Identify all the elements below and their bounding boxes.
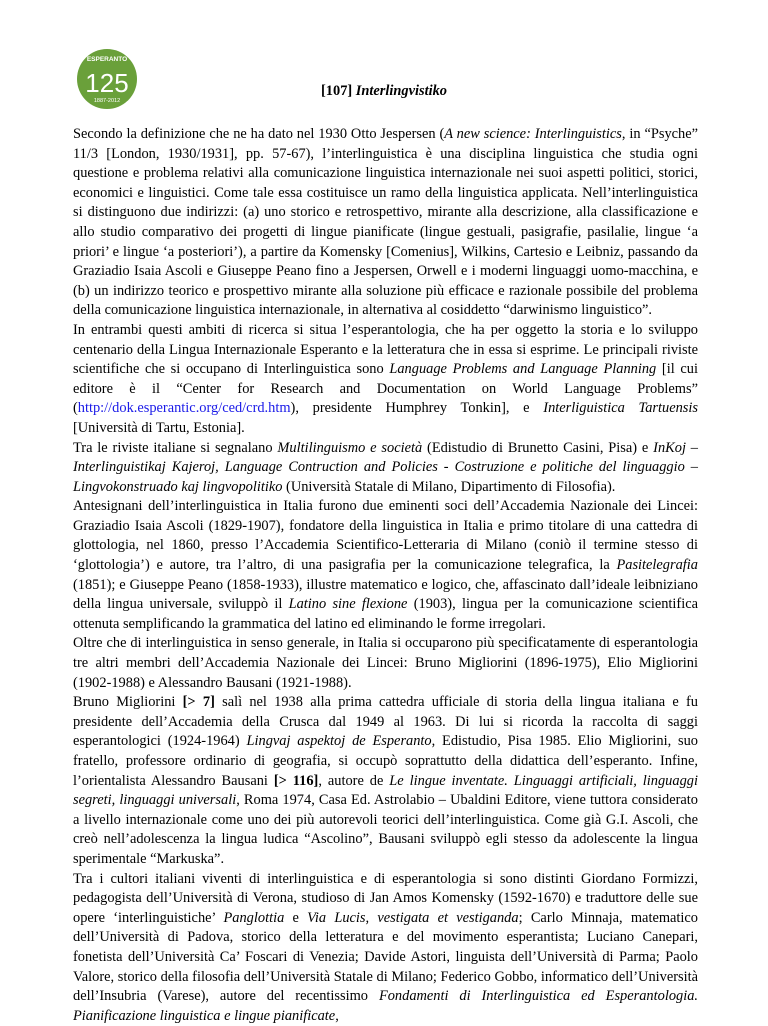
italic-text: Latino sine flexione [288,596,408,613]
italic-text: Fondamenti di Interlinguistica ed Esperantologia. Pianificazione linguistica e lingue pianificate [73,988,699,1024]
logo-years: 1887-2012 [93,98,121,104]
logo-number: 125 [85,68,129,98]
url-link[interactable]: http://dok.esperantic.org/ced/crd.htm [77,400,291,417]
text-run: (1903), lingua per la comunicazione scientifica ottenuta semplificando la grammatica del latino ed eliminando le forme irregolari. [73,596,698,632]
text-run: , Roma 1974, Casa Ed. Astrolabio – Ubaldini Editore, viene tuttora considerato a livello internazionale come uno dei più autorevoli teorici dell’interlinguistica. Come già G.I. Ascoli, che creò nell’adolescenza la lingua ludica “Ascolino”, Bausani sviluppò egli stesso da adolescente la lingua sperimentale “Markuska”. [73,792,698,867]
paragraph [73,439,698,498]
italic-text: Pasitelegrafia [616,557,698,574]
text-run: e [284,909,308,926]
italic-text: Interliguistica Tartuensis [543,400,698,417]
page-title [0,83,768,100]
entry-title: Interlingvistiko [355,83,447,99]
italic-text: Multilinguismo e società [277,439,423,456]
paragraph [73,634,698,693]
text-run: (1851); e Giuseppe Peano (1858-1933), illustre matematico e logico, che, affascinato dall’ideale leibniziano della lingua universale, sviluppò il [73,576,698,613]
esperanto-125-logo [76,48,138,110]
paragraph [73,321,698,439]
text-run: [il cui editore è il “Center for Research and Documentation on World Language Problems” ( [73,361,698,417]
cross-reference: [> 7] [182,694,215,711]
italic-text: Le lingue inventate. Linguaggi artificiali, linguaggi segreti, linguaggi universali [73,772,698,809]
logo-top-text: ESPERANTO [86,56,128,63]
text-run: Oltre che di interlinguistica in senso generale, in Italia si occuparono più specificatamente di esperantologia tre altri membri dell’Accademia Nazionale dei Lincei: Bruno Migliorini (1896-1975), Elio Migliorini (1902-1988) e Alessandro Bausani (1921-1988). [73,635,698,691]
text-run: , in “Psyche” 11/3 [London, 1930/1931], pp. 57-67), l’interlinguistica è una disciplina linguistica che studia ogni questione e problema relativi alla comunicazione linguistica internazionale nei suoi aspetti politici, storici, economici e linguistici. Come tale essa costituisce un ramo della linguistica applicata. Nell’interlinguistica si distinguono due indirizzi: (a) uno storico e retrospettivo, mirante alla descrizione, alla classificazione e allo studio comparativo dei progetti di lingue pianificate (lingue gestuali, pasigrafie, pasilalie, lingue ‘a priori’ e lingue ‘a posteriori’), a partire da Komensky [Comenius], Wilkins, Cartesio e Leibniz, passando da Graziadio Isaia Ascoli e Giuseppe Peano fino a Jespersen, Orwell e i moderni linguaggi uomo-macchina, e (b) un indirizzo teorico e prospettivo mirante alla soluzione più efficace e razionale possibile del problema della comunicazione linguistica internazionale, in alternativa al cosiddetto “darwinismo linguistico”. [73,126,699,319]
text-run: , [335,1007,339,1024]
document-body [73,125,698,1026]
entry-number: [107] [321,83,353,99]
text-run: salì nel 1938 alla prima cattedra ufficiale di storia della lingua italiana e fu presidente dell’Accademia della Crusca dal 1949 al 1963. Di lui si ricorda la raccolta di saggi esperantologici (1924-1964) [73,694,699,750]
text-run: (Università Statale di Milano, Dipartimento di Filosofia). [282,478,616,495]
paragraph [73,497,698,634]
italic-text: Language Problems and Language Planning [389,361,657,378]
text-run: ; Carlo Minnaja, matematico dell’Università di Padova, storico della letteratura e del movimento esperantista; Luciano Canepari, fonetista dell’Università Ca’ Foscari di Venezia; Davide Astori, linguista dell’Università di Parma; Paolo Valore, storico della filosofia dell’Università Statale di Milano; Federico Gobbo, informatico dell’Università dell’Insubria (Varese), autore del recentissimo [73,909,698,1005]
text-run: In entrambi questi ambiti di ricerca si situa l’esperantologia, che ha per oggetto la storia e lo sviluppo centenario della Lingua Internazionale Esperanto e la letteratura che in essa si esprime. Le principali riviste scientifiche che si occupano di Interlinguistica sono [73,321,698,378]
text-run: Tra le riviste italiane si segnalano [73,439,278,456]
text-run: Antesignani dell’interlinguistica in Italia furono due eminenti soci dell’Accademia Nazionale dei Lincei: Graziadio Isaia Ascoli (1829-1907), fondatore della linguistica in Italia e primo titolare di una cattedra di glottologia, nel 1860, presso l’Accademia Scientifico-Letteraria di Milano (coniò il termine stesso di ‘glottologia’) e autore, tra l’altro, di una pasigrafia per la comunicazione telegrafica, la [73,498,698,574]
italic-text: Panglottia [223,909,285,926]
italic-text: InKoj – Interlinguistikaj Kajeroj, Language Contruction and Policies - Costruzione e politiche del linguaggio – Lingvokonstruado kaj lingvopolitiko [73,439,698,495]
text-run: Bruno Migliorini [73,694,183,711]
italic-text: Via Lucis, vestigata et vestiganda [307,909,519,926]
paragraph [73,693,698,869]
text-run: ), presidente Humphrey Tonkin], e [290,400,544,417]
italic-text: A new science: Interlinguistics [444,126,622,142]
cross-reference: [> 116] [273,772,319,789]
text-run: , Edistudio, Pisa 1985. Elio Migliorini, suo fratello, professore ordinario di geografia, si occupò soprattutto della didattica dell’esperanto. Infine, l’orientalista Alessandro Bausani [73,733,698,789]
text-run: (Edistudio di Brunetto Casini, Pisa) e [422,439,654,456]
text-run: [Università di Tartu, Estonia]. [73,419,245,436]
text-run: Secondo la definizione che ne ha dato nel 1930 Otto Jespersen ( [73,126,445,142]
text-run: , autore de [318,772,390,789]
text-run: Tra i cultori italiani viventi di interlinguistica e di esperantologia si sono distinti Giordano Formizzi, pedagogista dell’Università di Verona, studioso di Jan Amos Komensky (1592-1670) e traduttore delle sue opere ‘interlinguistiche’ [73,870,698,926]
paragraph [73,125,698,321]
logo-graphic [76,48,138,110]
italic-text: Lingvaj aspektoj de Esperanto [246,733,432,750]
paragraph [73,870,698,1026]
